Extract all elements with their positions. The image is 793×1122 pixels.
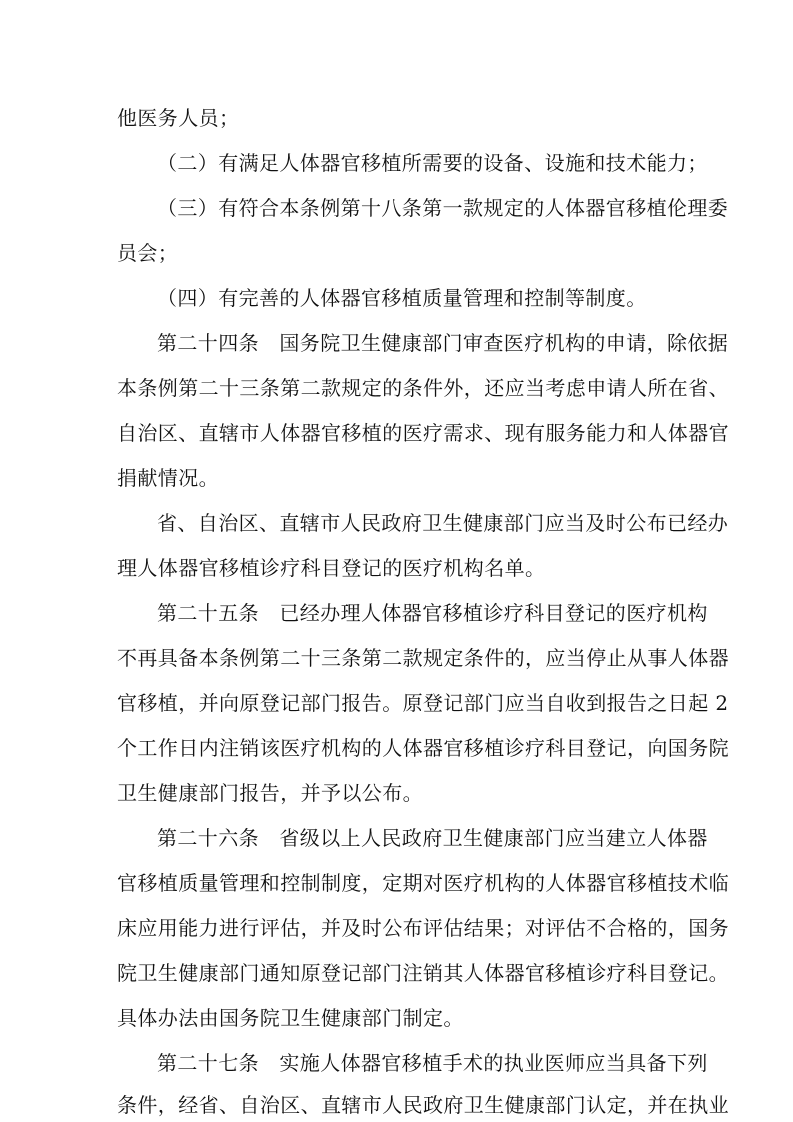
text-line: 官移植质量管理和控制制度，定期对医疗机构的人体器官移植技术临 <box>117 871 729 895</box>
text-line: 第二十五条 已经办理人体器官移植诊疗科目登记的医疗机构 <box>157 601 708 625</box>
text-line: 理人体器官移植诊疗科目登记的医疗机构名单。 <box>117 556 546 580</box>
text-line: 条件，经省、自治区、直辖市人民政府卫生健康部门认定，并在执业 <box>117 1093 729 1117</box>
text-line: 捐献情况。 <box>117 466 219 490</box>
text-line: 院卫生健康部门通知原登记部门注销其人体器官移植诊疗科目登记。 <box>117 961 729 985</box>
text-line: 官移植，并向原登记部门报告。原登记部门应当自收到报告之日起 2 <box>117 691 729 715</box>
text-line: 员会； <box>117 241 179 265</box>
text-line: 不再具备本条例第二十三条第二款规定条件的，应当停止从事人体器 <box>117 646 729 670</box>
text-line: 床应用能力进行评估，并及时公布评估结果；对评估不合格的，国务 <box>117 916 729 940</box>
text-line: 本条例第二十三条第二款规定的条件外，还应当考虑申请人所在省、 <box>117 376 729 400</box>
text-line: （二）有满足人体器官移植所需要的设备、设施和技术能力； <box>157 151 708 175</box>
text-line: 省、自治区、直辖市人民政府卫生健康部门应当及时公布已经办 <box>157 511 729 535</box>
text-line: 自治区、直辖市人体器官移植的医疗需求、现有服务能力和人体器官 <box>117 421 729 445</box>
text-line: 个工作日内注销该医疗机构的人体器官移植诊疗科目登记，向国务院 <box>117 736 729 760</box>
text-line: 第二十七条 实施人体器官移植手术的执业医师应当具备下列 <box>157 1051 708 1075</box>
text-line: （三）有符合本条例第十八条第一款规定的人体器官移植伦理委 <box>157 196 729 220</box>
text-line: 他医务人员； <box>117 106 240 130</box>
text-line: 第二十四条 国务院卫生健康部门审查医疗机构的申请，除依据 <box>157 331 729 355</box>
text-line: （四）有完善的人体器官移植质量管理和控制等制度。 <box>157 286 647 310</box>
text-line: 第二十六条 省级以上人民政府卫生健康部门应当建立人体器 <box>157 826 708 850</box>
text-line: 具体办法由国务院卫生健康部门制定。 <box>117 1006 464 1030</box>
text-line: 卫生健康部门报告，并予以公布。 <box>117 781 423 805</box>
